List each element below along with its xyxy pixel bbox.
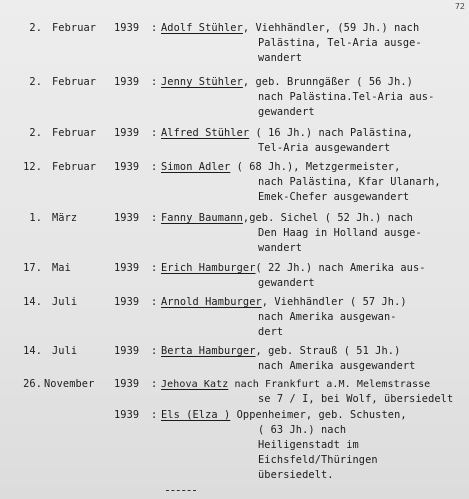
person-name: Adolf Stühler xyxy=(161,22,243,34)
person-name: Jenny Stühler xyxy=(161,76,243,88)
entry-details: ,geb. Sichel ( 52 Jh.) nach xyxy=(242,212,413,224)
person-name: Jehova Katz xyxy=(161,379,229,390)
entry-continuation: nach Amerika ausgewandert xyxy=(258,360,416,372)
bottom-divider xyxy=(166,490,196,492)
person-name: Simon Adler xyxy=(161,161,231,173)
entry-details: nach Frankfurt a.M. Melemstrasse xyxy=(228,379,431,390)
entry-details: , Viehhändler ( 57 Jh.) xyxy=(261,296,407,308)
person-name: Alfred Stühler xyxy=(161,127,250,139)
person-name: Els (Elza ) xyxy=(161,409,231,421)
colon: : xyxy=(151,378,158,390)
entry-month: November xyxy=(44,378,95,390)
entry-text xyxy=(161,262,426,275)
entry-month: Juli xyxy=(52,296,78,308)
entry-year: 1939 xyxy=(114,345,140,357)
entry-year: 1939 xyxy=(114,76,140,88)
entry-month: Februar xyxy=(52,22,97,34)
entry-day: 14. xyxy=(23,296,42,308)
entry-text xyxy=(161,22,419,35)
entry-details: , Viehhändler, (59 Jh.) nach xyxy=(242,22,420,34)
entry-continuation: nach Palästina.Tel-Aria aus- xyxy=(258,91,435,103)
entry-month: Mai xyxy=(52,262,71,274)
entry-day: 14. xyxy=(23,345,42,357)
entry-text xyxy=(161,212,413,225)
entry-day: 1. xyxy=(29,212,42,224)
entry-year: 1939 xyxy=(114,378,140,390)
entry-month: Februar xyxy=(52,127,97,139)
entry-day: 2. xyxy=(29,127,42,139)
colon: : xyxy=(151,161,158,173)
entry-year: 1939 xyxy=(114,127,140,139)
entry-text xyxy=(161,345,400,358)
entry-text xyxy=(161,378,430,391)
entry-continuation: dert xyxy=(258,326,284,338)
entry-day: 2. xyxy=(29,76,42,88)
colon: : xyxy=(151,262,158,274)
entry-month: Juli xyxy=(52,345,78,357)
page-number: 72 xyxy=(454,2,465,11)
entry-continuation: wandert xyxy=(258,52,303,64)
colon: : xyxy=(151,296,158,308)
colon: : xyxy=(151,345,158,357)
colon: : xyxy=(151,76,158,88)
entry-details: ( 16 Jh.) nach Palästina, xyxy=(249,127,413,139)
entry-month: Februar xyxy=(52,161,97,173)
entry-text xyxy=(161,127,413,140)
entry-month: März xyxy=(52,212,78,224)
entry-continuation: Heiligenstadt im xyxy=(258,439,359,451)
person-name: Arnold Hamburger xyxy=(161,296,262,308)
entry-continuation: übersiedelt. xyxy=(258,469,334,481)
person-name: Erich Hamburger xyxy=(161,262,256,274)
entry-day: 2. xyxy=(29,22,42,34)
colon: : xyxy=(151,127,158,139)
entry-continuation: wandert xyxy=(258,242,303,254)
entry-text xyxy=(161,296,407,309)
entry-year: 1939 xyxy=(114,161,140,173)
entry-details: Oppenheimer, geb. Schusten, xyxy=(230,409,407,421)
entry-year: 1939 xyxy=(114,262,140,274)
entry-details: , geb. Strauß ( 51 Jh.) xyxy=(255,345,401,357)
entry-year: 1939 xyxy=(114,296,140,308)
entry-continuation: Palästina, Tel-Aria ausge- xyxy=(258,37,422,49)
entry-details: , geb. Brunngäßer ( 56 Jh.) xyxy=(242,76,413,88)
entry-continuation: gewandert xyxy=(258,106,315,118)
colon: : xyxy=(151,22,158,34)
entry-text xyxy=(161,76,413,89)
entry-month: Februar xyxy=(52,76,97,88)
entry-day: 12. xyxy=(23,161,42,173)
entry-continuation: Eichsfeld/Thüringen xyxy=(258,454,378,466)
colon: : xyxy=(151,212,158,224)
entry-continuation: nach Palästina, Kfar Ulanarh, xyxy=(258,176,441,188)
entry-year: 1939 xyxy=(114,22,140,34)
entry-continuation: ( 63 Jh.) nach xyxy=(258,424,347,436)
entry-continuation: Tel-Aria ausgewandert xyxy=(258,142,391,154)
entry-year: 1939 xyxy=(114,212,140,224)
entry-continuation: gewandert xyxy=(258,277,315,289)
entry-continuation: Emek-Chefer ausgewandert xyxy=(258,191,410,203)
entry-text xyxy=(161,409,407,422)
entry-continuation: Den Haag in Holland ausge- xyxy=(258,227,422,239)
entry-text xyxy=(161,161,400,174)
entry-details: ( 22 Jh.) nach Amerika aus- xyxy=(255,262,426,274)
person-name: Berta Hamburger xyxy=(161,345,256,357)
person-name: Fanny Baumann xyxy=(161,212,243,224)
entry-day: 17. xyxy=(23,262,42,274)
entry-continuation: nach Amerika ausgewan- xyxy=(258,311,397,323)
entry-year: 1939 xyxy=(114,409,140,421)
entry-details: ( 68 Jh.), Metzgermeister, xyxy=(230,161,401,173)
colon: : xyxy=(151,409,158,421)
entry-continuation: se 7 / I, bei Wolf, übersiedelt xyxy=(258,393,454,405)
entry-day: 26. xyxy=(23,378,42,390)
